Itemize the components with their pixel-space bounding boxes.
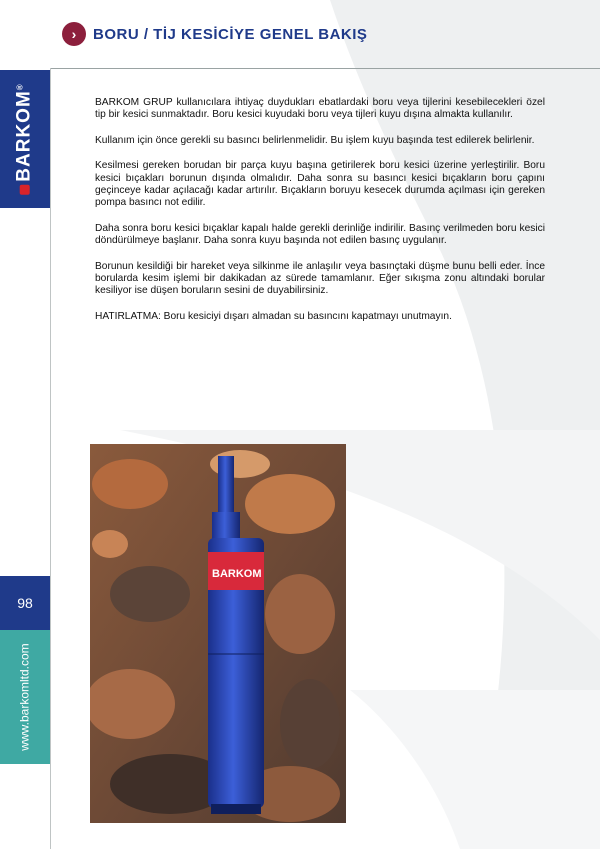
page-number-box: [0, 576, 50, 630]
brand-logo: [0, 70, 50, 208]
paragraph-pressure: Kullanım için önce gerekli su basıncı belirlenmelidir. Bu işlem kuyu başında test edilerek belirlenir.: [95, 134, 535, 146]
body-text: [95, 97, 545, 336]
paragraph-lowering: Daha sonra boru kesici bıçaklar kapalı halde gerekli derinliğe indirilir. Basınç verilmeden boru kesici döndürülmeye başlanır. Daha sonra kuyu başında not edilen basınç uygulanır.: [95, 222, 545, 247]
paragraph-intro: BARKOM GRUP kullanıcılara ihtiyaç duydukları ebatlardaki boru veya tijlerini kesebilecekleri özel tip bir kesici sunmaktadır. Boru kesici kuyudaki boru veya tijleri kuyu dışına almakta kullanılır.: [95, 97, 545, 121]
website-box: [0, 630, 50, 764]
paragraph-cutting: Borunun kesildiği bir hareket veya silkinme ile anlaşılır veya basınçtaki düşme bunu belli eder. İnce borularda kesim işlemi bir dakikadan az sürede tamamlanır. Eğer sıkışma zonu altındaki borular kesiliyor ise düşen boruların sesini de duyabilirsiniz.: [95, 260, 545, 297]
tool-label: BARKOM: [212, 568, 262, 580]
page-number: 98: [17, 595, 33, 611]
product-photo: [90, 444, 346, 823]
website-url[interactable]: www.barkomltd.com: [18, 643, 32, 751]
paragraph-reminder: HATIRLATMA: Boru kesiciyi dışarı almadan su basıncını kapatmayı unutmayın.: [95, 310, 452, 322]
brand-name: BARKOM: [14, 90, 35, 182]
brand-mark-icon: [20, 185, 30, 195]
page-title: BORU / TİJ KESİCİYE GENEL BAKIŞ: [93, 26, 368, 43]
paragraph-setup: Kesilmesi gereken borudan bir parça kuyu başına getirilerek boru kesici üzerine yerleştirilir. Boru kesici bıçakları borunun dışında olmalıdır. Daha sonra su basıncı kesici bıçakların boru çapını geçinceye kadar açılacağı kadar artırılır. Bıçakların boruyu kesecek durumda açılması için gereken pompa basıncı not edilir.: [95, 160, 545, 209]
chevron-right-icon: ›: [62, 22, 86, 46]
registered-mark: ®: [15, 83, 25, 91]
header-divider: [50, 68, 600, 69]
